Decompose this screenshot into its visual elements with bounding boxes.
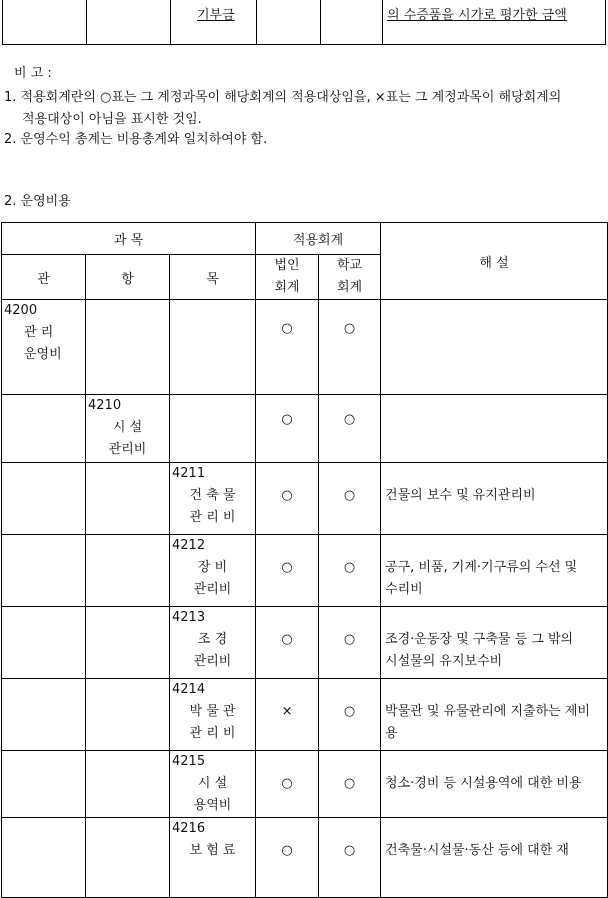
school-mark: ○ [343, 843, 356, 858]
school-mark: ○ [343, 560, 356, 575]
account-name: 관 리 [24, 325, 54, 340]
operating-expense-table [1, 222, 608, 898]
account-name-cont: 관리비 [193, 654, 232, 669]
mok-cell [170, 751, 256, 818]
column-divider [382, 0, 383, 44]
hang-header: 항 [86, 255, 170, 300]
account-name: 조 경 [197, 632, 228, 647]
mok-cell [170, 463, 256, 535]
corp-mark: ○ [281, 321, 293, 336]
column-divider [170, 0, 171, 44]
account-name-cont: 관 리 비 [189, 726, 236, 741]
header-row-1 [2, 223, 608, 255]
corp-header-line1: 법인 [274, 258, 300, 273]
gwan-header: 관 [2, 255, 86, 300]
account-name: 건 축 물 [189, 488, 236, 503]
account-name-cont: 운영비 [24, 347, 62, 362]
notes-title: 비 고 : [14, 66, 52, 81]
table-row [2, 395, 608, 463]
corp-header-line2: 회계 [274, 280, 300, 295]
mok-cell [170, 679, 256, 751]
column-divider [320, 0, 321, 44]
table-row [2, 818, 608, 898]
mok-cell [170, 535, 256, 607]
hang-cell [86, 395, 170, 463]
school-header-line2: 회계 [336, 280, 363, 295]
account-code: 4214 [172, 682, 206, 697]
section-title: 2. 운영비용 [4, 194, 71, 209]
account-name: 시 설 [112, 420, 143, 435]
applicable-header: 적용회계 [256, 223, 381, 255]
account-description: 공구, 비품, 기계·기구류의 수선 및 [385, 560, 578, 575]
account-name: 보 험 료 [189, 843, 236, 858]
account-code: 4216 [172, 821, 206, 836]
table-row [2, 300, 608, 395]
account-name: 박 물 관 [189, 704, 236, 719]
school-mark: ○ [343, 776, 356, 791]
school-account-header [319, 255, 381, 300]
corp-account-header [256, 255, 319, 300]
note-item-1-cont: 적용대상이 아님을 표시한 것임. [22, 112, 202, 127]
corp-mark: ○ [281, 843, 293, 858]
explanation-header: 해 설 [381, 223, 608, 300]
corp-mark: ○ [281, 488, 293, 503]
account-code: 4200 [4, 303, 38, 318]
school-mark: ○ [343, 412, 356, 427]
account-description: 박물관 및 유물관리에 지출하는 제비 [385, 704, 590, 719]
account-name-cont: 용역비 [193, 798, 232, 813]
school-mark: ○ [343, 488, 356, 503]
corp-mark: ○ [281, 560, 293, 575]
table-row [2, 751, 608, 818]
account-description: 건물의 보수 및 유지관리비 [385, 488, 536, 503]
school-mark: ○ [343, 704, 356, 719]
account-description: 청소·경비 등 시설용역에 대한 비용 [385, 776, 582, 791]
corp-mark: ○ [281, 632, 293, 647]
account-description: 건축물·시설물·동산 등에 대한 재 [385, 843, 569, 858]
table-row [2, 607, 608, 679]
gwan-cell [2, 300, 86, 395]
account-description: 조경·운동장 및 구축물 등 그 밖의 [385, 632, 574, 647]
account-name: 기부금 [197, 8, 235, 23]
table-row [2, 679, 608, 751]
account-name-cont: 관 리 비 [189, 510, 236, 525]
mok-cell [170, 818, 256, 898]
note-item-2: 2. 운영수익 총계는 비용총계와 일치하여야 함. [4, 132, 268, 147]
account-name: 시 설 [197, 776, 228, 791]
account-code: 4212 [172, 538, 206, 553]
account-description-cont: 수리비 [385, 582, 423, 597]
previous-table-fragment [2, 0, 606, 45]
school-mark: ○ [343, 632, 356, 647]
account-code: 4215 [172, 754, 206, 769]
school-mark: ○ [343, 321, 356, 336]
table-row [2, 535, 608, 607]
account-description-cont: 용 [385, 726, 398, 741]
column-divider [256, 0, 257, 44]
account-name-cont: 관리비 [193, 582, 232, 597]
account-description-cont: 시설물의 유지보수비 [385, 654, 503, 669]
subject-header: 과 목 [2, 223, 256, 255]
account-name: 장 비 [197, 560, 228, 575]
table-row [2, 463, 608, 535]
note-item-1: 1. 적용회계란의 ○표는 그 계정과목이 해당회계의 적용대상임을, ×표는 그 계정과목이 해당회계의 [4, 90, 562, 105]
column-divider [86, 0, 87, 44]
mok-cell [170, 607, 256, 679]
account-code: 4211 [172, 466, 206, 481]
school-header-line1: 학교 [336, 258, 363, 273]
account-code: 4210 [88, 398, 122, 413]
account-description: 의 수증품을 시가로 평가한 금액 [387, 8, 567, 23]
corp-mark: ○ [281, 412, 293, 427]
account-code: 4213 [172, 610, 206, 625]
account-name-cont: 관리비 [108, 442, 147, 457]
corp-mark: × [281, 704, 293, 719]
corp-mark: ○ [281, 776, 293, 791]
mok-header: 목 [170, 255, 256, 300]
